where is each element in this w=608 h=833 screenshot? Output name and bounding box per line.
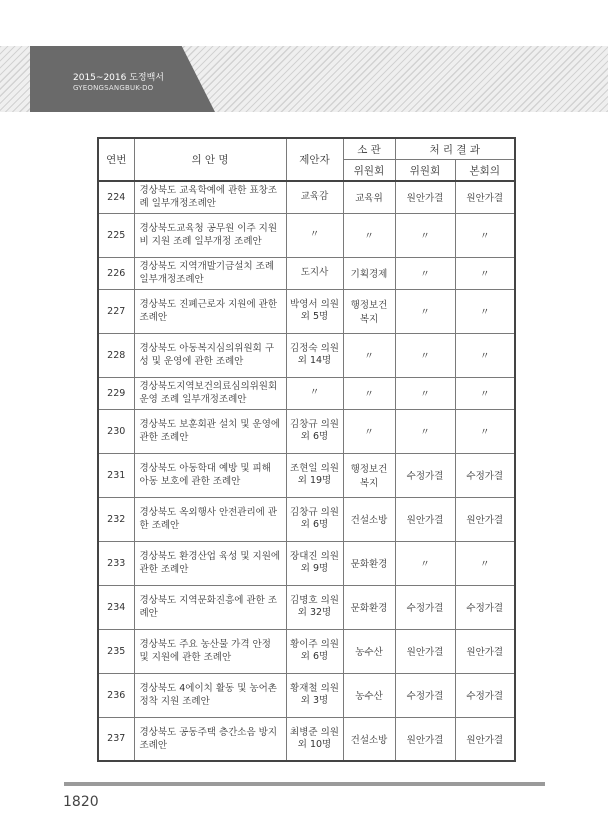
row-committee-result: 수정가결: [395, 585, 455, 629]
row-committee: 〃: [343, 213, 395, 257]
row-title: 경상북도 환경산업 육성 및 지원에 관한 조례안: [134, 541, 286, 585]
book-title: 2015~2016 도정백서: [73, 73, 164, 83]
row-proposer: 교육감: [286, 181, 343, 213]
book-subtitle: GYEONGSANGBUK-DO: [73, 84, 154, 92]
row-no: 231: [98, 453, 134, 497]
row-proposer: 김명호 의원 외 32명: [286, 585, 343, 629]
table-row: [98, 289, 515, 333]
row-committee-result: 〃: [395, 213, 455, 257]
row-committee-result: 〃: [395, 257, 455, 289]
row-no: 230: [98, 409, 134, 453]
header-committee-bottom: 위원회: [343, 160, 395, 182]
row-committee: 농수산: [343, 673, 395, 717]
row-plenary-result: 원안가결: [455, 717, 515, 761]
page-number: 1820: [63, 794, 99, 810]
row-title: 경상북도 아동복지심의위원회 구성 및 운영에 관한 조례안: [134, 333, 286, 377]
row-title: 경상북도 4에이치 활동 및 농어촌 정착 지원 조례안: [134, 673, 286, 717]
row-proposer: 최병준 의원 외 10명: [286, 717, 343, 761]
row-plenary-result: 원안가결: [455, 497, 515, 541]
table-row: [98, 213, 515, 257]
table-row: [98, 497, 515, 541]
row-no: 228: [98, 333, 134, 377]
table-body: [98, 181, 515, 761]
row-title: 경상북도 주요 농산물 가격 안정 및 지원에 관한 조례안: [134, 629, 286, 673]
table-row: [98, 629, 515, 673]
table-row: [98, 257, 515, 289]
row-title: 경상북도 아동학대 예방 및 피해 아동 보호에 관한 조례안: [134, 453, 286, 497]
row-title: 경상북도 지역문화진흥에 관한 조례안: [134, 585, 286, 629]
row-committee: 〃: [343, 333, 395, 377]
row-proposer: 장대진 의원 외 9명: [286, 541, 343, 585]
row-committee: 행정보건 복지: [343, 289, 395, 333]
table-row: [98, 673, 515, 717]
row-no: 225: [98, 213, 134, 257]
row-proposer: 조현일 의원 외 19명: [286, 453, 343, 497]
table-row: [98, 181, 515, 213]
row-proposer: 김창규 의원 외 6명: [286, 497, 343, 541]
row-committee-result: 〃: [395, 333, 455, 377]
row-plenary-result: 원안가결: [455, 181, 515, 213]
table-row: [98, 717, 515, 761]
header-proposer: 제안자: [286, 138, 343, 181]
row-proposer: 박영서 의원 외 5명: [286, 289, 343, 333]
row-committee: 〃: [343, 377, 395, 409]
row-committee-result: 〃: [395, 289, 455, 333]
row-plenary-result: 〃: [455, 333, 515, 377]
row-title: 경상북도교육청 공무원 이주 지원비 지원 조례 일부개정 조례안: [134, 213, 286, 257]
row-title: 경상북도 공동주택 층간소음 방지 조례안: [134, 717, 286, 761]
row-committee: 건설소방: [343, 717, 395, 761]
row-no: 232: [98, 497, 134, 541]
row-committee-result: 원안가결: [395, 629, 455, 673]
header-no: 연번: [98, 138, 134, 181]
row-title: 경상북도지역보건의료심의위원회 운영 조례 일부개정조례안: [134, 377, 286, 409]
row-title: 경상북도 보훈회관 설치 및 운영에 관한 조례안: [134, 409, 286, 453]
row-committee: 기획경제: [343, 257, 395, 289]
row-proposer: 황이주 의원 외 6명: [286, 629, 343, 673]
row-title: 경상북도 옥외행사 안전관리에 관한 조례안: [134, 497, 286, 541]
row-plenary-result: 원안가결: [455, 629, 515, 673]
row-title: 경상북도 교육학예에 관한 표창조례 일부개정조례안: [134, 181, 286, 213]
row-committee-result: 〃: [395, 409, 455, 453]
row-plenary-result: 〃: [455, 213, 515, 257]
row-no: 229: [98, 377, 134, 409]
row-committee-result: 〃: [395, 377, 455, 409]
row-committee: 농수산: [343, 629, 395, 673]
header-title: 의 안 명: [134, 138, 286, 181]
row-title: 경상북도 지역개발기금설치 조례 일부개정조례안: [134, 257, 286, 289]
row-proposer: 도지사: [286, 257, 343, 289]
row-committee-result: 〃: [395, 541, 455, 585]
row-plenary-result: 수정가결: [455, 585, 515, 629]
header-result: 처 리 결 과: [395, 138, 515, 160]
row-plenary-result: 〃: [455, 289, 515, 333]
row-committee: 문화환경: [343, 585, 395, 629]
row-committee-result: 원안가결: [395, 497, 455, 541]
table-header: [98, 138, 515, 181]
row-no: 233: [98, 541, 134, 585]
row-committee: 교육위: [343, 181, 395, 213]
table-row: [98, 409, 515, 453]
row-proposer: 〃: [286, 377, 343, 409]
row-plenary-result: 수정가결: [455, 453, 515, 497]
table-row: [98, 377, 515, 409]
row-proposer: 〃: [286, 213, 343, 257]
row-committee: 문화환경: [343, 541, 395, 585]
row-no: 227: [98, 289, 134, 333]
row-proposer: 황재철 의원 외 3명: [286, 673, 343, 717]
row-no: 224: [98, 181, 134, 213]
row-committee-result: 원안가결: [395, 181, 455, 213]
row-committee: 〃: [343, 409, 395, 453]
row-committee-result: 원안가결: [395, 717, 455, 761]
header-committee-result: 위원회: [395, 160, 455, 182]
header-plenary-result: 본회의: [455, 160, 515, 182]
row-title: 경상북도 진폐근로자 지원에 관한 조례안: [134, 289, 286, 333]
row-plenary-result: 수정가결: [455, 673, 515, 717]
row-no: 234: [98, 585, 134, 629]
footer-rule: [64, 782, 545, 786]
row-plenary-result: 〃: [455, 541, 515, 585]
row-plenary-result: 〃: [455, 377, 515, 409]
row-plenary-result: 〃: [455, 257, 515, 289]
row-no: 235: [98, 629, 134, 673]
row-no: 236: [98, 673, 134, 717]
row-no: 237: [98, 717, 134, 761]
row-committee-result: 수정가결: [395, 453, 455, 497]
table-row: [98, 333, 515, 377]
row-no: 226: [98, 257, 134, 289]
ordinance-table: [97, 137, 516, 762]
row-proposer: 김창규 의원 외 6명: [286, 409, 343, 453]
row-plenary-result: 〃: [455, 409, 515, 453]
row-committee: 행정보건 복지: [343, 453, 395, 497]
row-committee: 건설소방: [343, 497, 395, 541]
row-proposer: 김정숙 의원 외 14명: [286, 333, 343, 377]
table-row: [98, 541, 515, 585]
header-committee-top: 소 관: [343, 138, 395, 160]
table-row: [98, 585, 515, 629]
row-committee-result: 수정가결: [395, 673, 455, 717]
table-row: [98, 453, 515, 497]
